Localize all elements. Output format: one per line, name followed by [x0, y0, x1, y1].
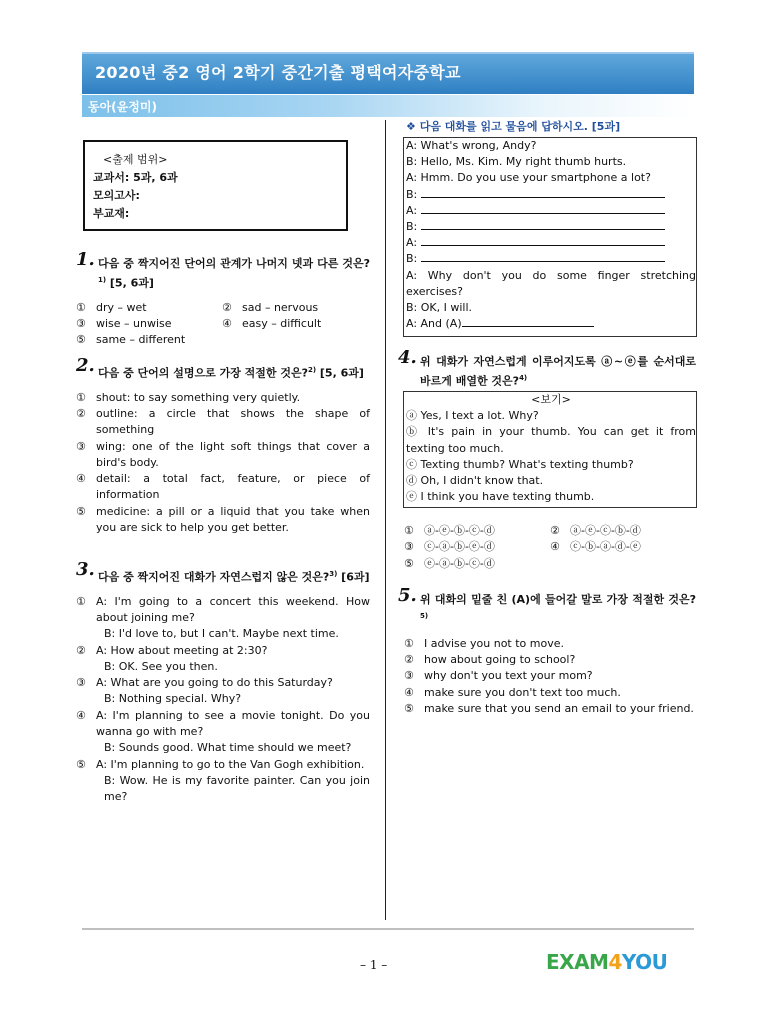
option-2[interactable] [76, 643, 370, 676]
dialogue-a: A: I'm planning to see a movie tonight. Do you wanna go with me? [96, 708, 370, 739]
dialogue-text: A: And (A) [406, 317, 462, 331]
option-marker: ③ [76, 676, 86, 690]
option-marker: ④ [404, 685, 414, 699]
logo-part: 4 [608, 950, 622, 974]
option-2[interactable] [550, 523, 696, 539]
option-5[interactable] [76, 504, 370, 537]
option-text: I advise you not to move. [424, 636, 565, 650]
option-marker: ③ [76, 316, 86, 330]
logo-part: EXAM [546, 950, 609, 974]
option-1[interactable] [76, 300, 222, 316]
option-text: make sure that you send an email to your friend. [424, 701, 694, 715]
option-2[interactable] [76, 406, 370, 439]
option-text: ⓔ-ⓐ-ⓑ-ⓒ-ⓓ [424, 556, 495, 570]
option-marker: ② [76, 406, 86, 420]
question-4-options [404, 523, 700, 572]
example-title: <보기> [531, 393, 571, 406]
footnote-ref: 3) [329, 570, 338, 578]
scope-textbook: 교과서: 5과, 6과 [93, 171, 178, 184]
option-1[interactable] [76, 594, 370, 643]
question-number: 1. [76, 249, 95, 270]
option-marker: ④ [76, 708, 86, 722]
options [76, 300, 370, 349]
option-text: easy – difficult [242, 316, 322, 330]
option-5[interactable] [76, 332, 222, 348]
option-3[interactable] [404, 539, 550, 555]
option-text: sad – nervous [242, 300, 319, 314]
question-3 [76, 559, 370, 806]
unit-tag: [5, 6과] [106, 276, 154, 290]
option-4[interactable] [76, 471, 370, 504]
dialogue-line: B: Hello, Ms. Kim. My right thumb hurts. [406, 155, 627, 169]
question-number: 4. [398, 347, 417, 368]
option-marker: ⑤ [404, 556, 414, 570]
option-marker: ① [404, 636, 414, 650]
example-item: ⓓ Oh, I didn't know that. [406, 474, 544, 488]
dialogue-line: A: Hmm. Do you use your smartphone a lot? [406, 171, 651, 185]
option-marker: ③ [404, 669, 414, 683]
option-text: ⓒ-ⓑ-ⓐ-ⓓ-ⓔ [570, 540, 641, 554]
option-marker: ④ [76, 472, 86, 486]
option-4[interactable] [550, 539, 696, 555]
option-marker: ② [76, 643, 86, 657]
unit-tag: [6과] [337, 570, 370, 584]
option-2[interactable] [404, 652, 696, 668]
speaker-label: A: [406, 236, 418, 250]
example-item: ⓑ It's pain in your thumb. You can get it from texting too much. [406, 425, 696, 455]
example-item: ⓔ I think you have texting thumb. [406, 490, 595, 504]
answer-blank [421, 252, 665, 262]
footnote-ref: 1) [98, 276, 107, 284]
dialogue-b: B: OK. See you then. [104, 659, 218, 673]
example-item: ⓐ Yes, I text a lot. Why? [406, 409, 539, 423]
question-5 [398, 585, 696, 717]
option-marker: ⑤ [76, 757, 86, 771]
dialogue-a: A: I'm going to a concert this weekend. How about joining me? [96, 594, 370, 624]
question-text: 위 대화의 밑줄 친 (A)에 들어갈 말로 가장 적절한 것은? [420, 593, 696, 606]
exam-scope-box [83, 140, 348, 231]
question-stem [98, 256, 370, 292]
footer-divider [82, 928, 694, 930]
option-marker: ⑤ [404, 701, 414, 715]
option-marker: ⑤ [76, 333, 86, 347]
footnote-ref: 2) [308, 366, 317, 374]
option-4[interactable] [76, 708, 370, 757]
column-divider [385, 120, 386, 920]
page-title: 2020년 중2 영어 2학기 중간기출 평택여자중학교 [95, 63, 461, 82]
answer-blank [421, 236, 665, 246]
footnote-ref: 4) [519, 374, 528, 382]
dialogue-b: B: I'd love to, but I can't. Maybe next time. [104, 627, 339, 641]
option-text: detail: a total fact, feature, or piece of information [96, 472, 370, 502]
option-marker: ④ [550, 540, 560, 554]
speaker-label: B: [406, 187, 418, 201]
option-3[interactable] [76, 675, 370, 708]
blank-dialogue-line [406, 235, 696, 251]
dialogue-line: A: What's wrong, Andy? [406, 139, 537, 152]
question-text: 다음 중 단어의 설명으로 가장 적절한 것은? [98, 366, 308, 380]
option-marker: ② [404, 652, 414, 666]
subtitle-band [82, 95, 694, 117]
option-marker: ① [76, 594, 86, 608]
option-text: outline: a circle that shows the shape of something [96, 406, 370, 437]
option-marker: ④ [222, 316, 232, 330]
publisher-subtitle: 동아(윤정미) [88, 100, 157, 114]
blank-dialogue-line [406, 219, 696, 235]
option-marker: ⑤ [76, 504, 86, 518]
question-text: 위 대화가 자연스럽게 이루어지도록 ⓐ~ⓔ를 순서대로 바르게 배열한 것은? [420, 355, 696, 388]
question-2 [76, 355, 370, 536]
option-marker: ① [76, 300, 86, 314]
scope-mock-exam: 모의고사: [93, 189, 140, 202]
option-1[interactable] [404, 636, 696, 652]
option-text: ⓐ-ⓔ-ⓑ-ⓒ-ⓓ [424, 524, 495, 537]
option-marker: ① [76, 390, 86, 404]
option-text: same – different [96, 333, 186, 347]
question-number: 5. [398, 585, 417, 606]
option-3[interactable] [404, 668, 696, 684]
question-text: 다음 중 짝지어진 단어의 관계가 나머지 넷과 다른 것은? [98, 257, 370, 270]
option-marker: ② [550, 524, 560, 537]
answer-blank [421, 204, 665, 214]
dialogue-b: B: Sounds good. What time should we meet? [104, 741, 352, 755]
question-stem [420, 354, 696, 390]
example-box [403, 391, 697, 508]
option-text: shout: to say something very quietly. [96, 390, 301, 404]
speaker-label: B: [406, 252, 418, 266]
blank-dialogue-line [406, 203, 696, 219]
option-text: ⓐ-ⓔ-ⓒ-ⓑ-ⓓ [570, 524, 641, 537]
option-text: dry – wet [96, 300, 147, 314]
answer-blank [421, 220, 665, 230]
option-text: why don't you text your mom? [424, 669, 593, 683]
options [404, 523, 700, 572]
page-number: – 1 – [360, 958, 388, 972]
speaker-label: B: [406, 220, 418, 234]
dialogue-a: A: I'm planning to go to the Van Gogh exhibition. [96, 757, 365, 771]
option-marker: ② [222, 300, 232, 314]
blank-a [462, 317, 594, 327]
option-marker: ③ [404, 540, 414, 554]
dialogue-a: A: How about meeting at 2:30? [96, 643, 268, 657]
option-text: ⓒ-ⓐ-ⓑ-ⓔ-ⓓ [424, 540, 495, 554]
question-number: 3. [76, 559, 95, 580]
dialogue-instruction: ❖ 다음 대화를 읽고 물음에 답하시오. [5과] [406, 120, 621, 133]
option-text: wing: one of the light soft things that cover a bird's body. [96, 439, 370, 469]
question-1 [76, 249, 370, 349]
option-3[interactable] [76, 316, 222, 332]
option-5[interactable] [76, 757, 370, 806]
option-4[interactable] [222, 316, 368, 332]
logo-part: YOU [621, 950, 668, 974]
scope-heading: <출제 범위> [103, 153, 168, 166]
option-text: make sure you don't text too much. [424, 685, 621, 699]
option-text: medicine: a pill or a liquid that you take when you are sick to help you get better. [96, 504, 370, 535]
option-5[interactable] [404, 701, 696, 717]
example-item: ⓒ Texting thumb? What's texting thumb? [406, 457, 634, 471]
option-2[interactable] [222, 300, 368, 316]
dialogue-a: A: What are you going to do this Saturday? [96, 676, 333, 690]
unit-tag: [5, 6과] [316, 366, 364, 380]
dialogue-b: B: Wow. He is my favorite painter. Can you join me? [104, 773, 370, 804]
option-text: wise – unwise [96, 316, 172, 330]
option-5[interactable] [404, 556, 550, 572]
answer-blank [421, 188, 665, 198]
option-marker: ③ [76, 439, 86, 453]
option-1[interactable] [76, 390, 370, 406]
exam4you-logo [546, 950, 667, 974]
blank-dialogue-line [406, 187, 696, 203]
option-4[interactable] [404, 685, 696, 701]
dialogue-b: B: Nothing special. Why? [104, 692, 242, 706]
blank-dialogue-line [406, 251, 696, 267]
dialogue-box [403, 137, 697, 337]
question-stem [420, 592, 696, 628]
dialogue-line: A: Why don't you do some finger stretching exercises? [406, 268, 696, 298]
option-marker: ① [404, 524, 414, 537]
option-3[interactable] [76, 439, 370, 472]
scope-sub-textbook: 부교재: [93, 207, 130, 220]
question-text: 다음 중 짝지어진 대화가 자연스럽지 않은 것은? [98, 570, 330, 584]
option-text: how about going to school? [424, 652, 576, 666]
dialogue-line: B: OK, I will. [406, 301, 473, 315]
question-number: 2. [76, 355, 95, 376]
option-1[interactable] [404, 523, 550, 539]
dialogue-line-with-blank [406, 316, 696, 332]
speaker-label: A: [406, 203, 418, 217]
question-stem [98, 362, 370, 382]
footnote-ref: 5) [420, 612, 429, 620]
question-stem [98, 566, 370, 586]
question-4 [398, 347, 696, 390]
